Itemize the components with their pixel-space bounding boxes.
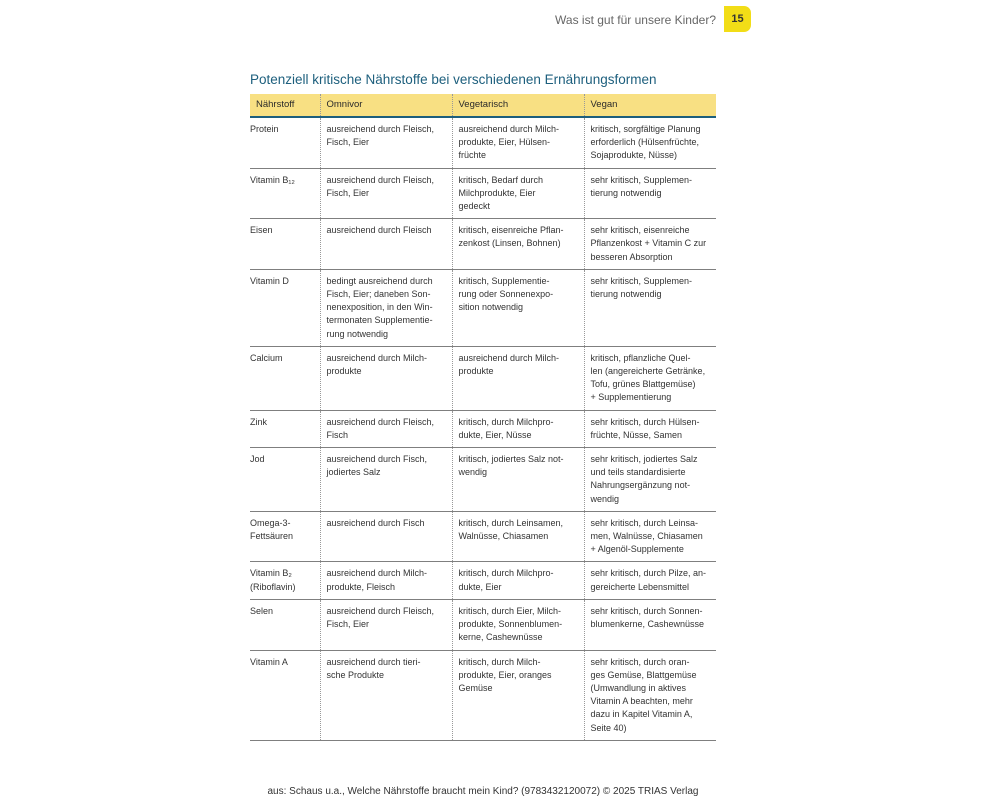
vegetarisch-text: kritisch, Bedarf durch Milchprodukte, Eier gedeckt [458,174,544,212]
omnivor-cell [320,448,452,512]
vegetarisch-text: ausreichend durch Milch- produkte, Eier, Hülsen- früchte [458,124,560,161]
omnivor-cell [320,562,452,599]
omnivor-cell [320,650,452,740]
omnivor-text: ausreichend durch Fleisch [326,225,432,236]
nutrient-cell [250,269,320,346]
table-row [250,599,716,650]
omnivor-cell [320,599,452,650]
nutrient-table [250,94,716,741]
column-header-naehrstoff: Nährstoff [250,94,320,117]
nutrient-name: Jod [250,454,265,465]
nutrient-name: Zink [250,416,268,427]
vegan-text: sehr kritisch, Supplemen- tierung notwendig [590,275,693,300]
table-row [250,410,716,447]
page-number-badge: 15 [724,6,751,32]
table-row [250,650,716,740]
nutrient-cell [250,346,320,410]
nutrient-name: Omega-3- Fettsäuren [250,517,294,542]
vegan-cell [584,410,716,447]
omnivor-text: ausreichend durch Fleisch, Fisch, Eier [326,124,435,148]
nutrient-cell [250,168,320,219]
nutrient-cell [250,410,320,447]
vegan-cell [584,650,716,740]
omnivor-cell [320,168,452,219]
nutrient-cell [250,448,320,512]
vegan-text: sehr kritisch, eisenreiche Pflanzenkost + Vitamin C zur besseren Absorption [590,225,707,262]
nutrient-cell [250,562,320,599]
vegetarisch-text: kritisch, durch Milch- produkte, Eier, oranges Gemüse [458,656,552,693]
omnivor-cell [320,410,452,447]
table-row [250,346,716,410]
vegetarisch-cell [452,219,584,270]
omnivor-text: ausreichend durch tieri- sche Produkte [326,656,421,680]
omnivor-text: ausreichend durch Fleisch, Fisch, Eier [326,605,435,630]
vegan-text: sehr kritisch, jodiertes Salz und teils standardisierte Nahrungsergänzung not- wendig [590,454,698,504]
nutrient-name: Calcium [250,352,283,363]
vegetarisch-text: kritisch, durch Milchpro- dukte, Eier, Nüsse [458,416,554,440]
vegan-cell [584,117,716,168]
omnivor-cell [320,117,452,168]
vegan-text: sehr kritisch, durch Leinsa- men, Walnüsse, Chiasamen + Algenöl-Supplemente [590,517,703,555]
omnivor-cell [320,346,452,410]
vegetarisch-cell [452,511,584,562]
column-header-vegetarisch: Vegetarisch [452,94,584,117]
vegan-cell [584,448,716,512]
nutrient-cell [250,117,320,168]
table-row [250,117,716,168]
nutrient-cell [250,650,320,740]
nutrient-name: Selen [250,605,274,616]
table-body [250,117,716,740]
vegan-text: kritisch, sorgfältige Planung erforderlich (Hülsenfrüchte, Sojaprodukte, Nüsse) [590,124,701,161]
table-title: Potenziell kritische Nährstoffe bei verschiedenen Ernährungsformen [250,72,657,87]
nutrient-name: Vitamin B₁₂ [250,174,295,185]
nutrient-cell [250,219,320,270]
nutrient-cell [250,511,320,562]
vegan-cell [584,219,716,270]
vegan-text: kritisch, pflanzliche Quel- len (angereicherte Getränke, Tofu, grünes Blattgemüse) + Supplementierung [590,352,706,403]
omnivor-cell [320,219,452,270]
nutrient-name: Vitamin B₂ (Riboflavin) [250,568,296,592]
vegan-cell [584,562,716,599]
vegan-text: sehr kritisch, Supplemen- tierung notwendig [590,174,693,198]
omnivor-text: ausreichend durch Milch- produkte, Fleisch [326,568,428,592]
table-row [250,448,716,512]
omnivor-text: ausreichend durch Fisch [326,517,425,528]
omnivor-text: ausreichend durch Milch- produkte [326,352,428,377]
vegetarisch-text: kritisch, durch Leinsamen, Walnüsse, Chiasamen [458,517,564,542]
vegan-text: sehr kritisch, durch Sonnen- blumenkerne, Cashewnüsse [590,605,705,630]
vegetarisch-cell [452,168,584,219]
vegan-cell [584,599,716,650]
nutrient-name: Protein [250,124,279,134]
vegetarisch-cell [452,117,584,168]
vegan-cell [584,511,716,562]
vegetarisch-text: kritisch, durch Milchpro- dukte, Eier [458,568,554,592]
nutrient-name: Vitamin D [250,275,289,286]
omnivor-text: bedingt ausreichend durch Fisch, Eier; daneben Son- nenexposition, in den Win- termonaten Supplementie- rung notwendig [326,275,433,339]
omnivor-text: ausreichend durch Fisch, jodiertes Salz [326,454,428,478]
vegan-text: sehr kritisch, durch Pilze, an- gereicherte Lebensmittel [590,568,707,592]
vegetarisch-cell [452,410,584,447]
table-row [250,168,716,219]
table-row [250,219,716,270]
vegetarisch-text: kritisch, durch Eier, Milch- produkte, Sonnenblumen- kerne, Cashewnüsse [458,605,563,643]
table-header-row [250,94,716,117]
footer-citation: aus: Schaus u.a., Welche Nährstoffe braucht mein Kind? (9783432120072) © 2025 TRIAS Verlag [267,786,699,797]
vegetarisch-text: kritisch, jodiertes Salz not- wendig [458,454,564,478]
table-row [250,562,716,599]
vegetarisch-cell [452,346,584,410]
vegetarisch-cell [452,562,584,599]
table-row [250,269,716,346]
running-header-title: Was ist gut für unsere Kinder? [555,13,716,27]
vegan-cell [584,168,716,219]
omnivor-cell [320,269,452,346]
vegetarisch-cell [452,269,584,346]
vegan-cell [584,269,716,346]
omnivor-cell [320,511,452,562]
vegan-cell [584,346,716,410]
vegetarisch-cell [452,448,584,512]
column-header-omnivor: Omnivor [320,94,452,117]
omnivor-text: ausreichend durch Fleisch, Fisch, Eier [326,174,435,198]
vegetarisch-text: kritisch, Supplementie- rung oder Sonnenexpo- sition notwendig [458,275,554,313]
nutrient-name: Eisen [250,225,273,236]
vegan-text: sehr kritisch, durch oran- ges Gemüse, Blattgemüse (Umwandlung in aktives Vitamin A beachten, mehr dazu in Kapitel Vitamin A, Seite 40) [590,656,697,733]
nutrient-cell [250,599,320,650]
vegetarisch-text: kritisch, eisenreiche Pflan- zenkost (Linsen, Bohnen) [458,225,564,249]
column-header-vegan: Vegan [584,94,716,117]
vegetarisch-cell [452,599,584,650]
table-row [250,511,716,562]
vegetarisch-text: ausreichend durch Milch- produkte [458,352,560,377]
vegan-text: sehr kritisch, durch Hülsen- früchte, Nüsse, Samen [590,416,700,440]
omnivor-text: ausreichend durch Fleisch, Fisch [326,416,435,440]
vegetarisch-cell [452,650,584,740]
nutrient-name: Vitamin A [250,656,288,667]
